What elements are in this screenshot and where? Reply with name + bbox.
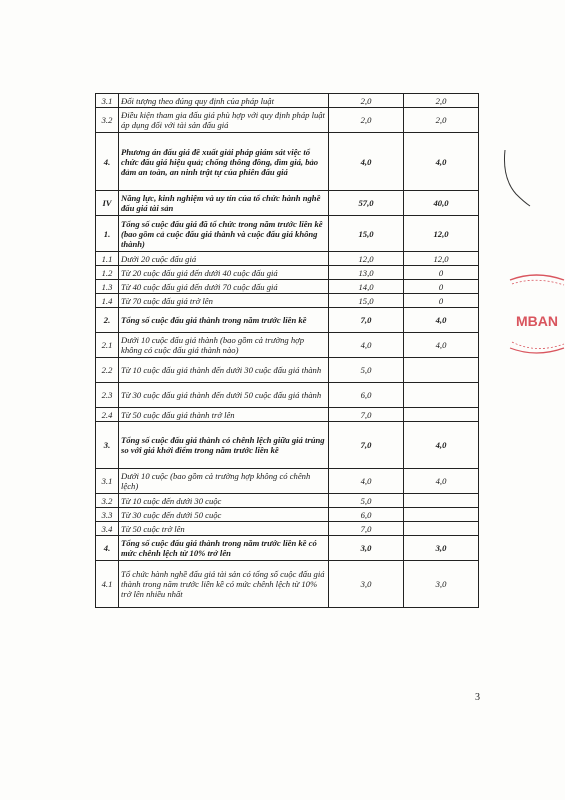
criterion-text: Từ 30 cuộc đến dưới 50 cuộc: [119, 508, 329, 522]
table-row: [96, 358, 479, 383]
max-score: 14,0: [329, 280, 404, 294]
awarded-score: 4,0: [404, 333, 479, 358]
table-row: [96, 408, 479, 422]
criterion-text: Điều kiện tham gia đấu giá phù hợp với quy định pháp luật áp dụng đối với tài sản đấu giá: [119, 108, 329, 133]
scoring-table: [95, 93, 479, 608]
table-row: [96, 383, 479, 408]
awarded-score: 0: [404, 280, 479, 294]
criterion-text: Dưới 10 cuộc đấu giá thành (bao gồm cả trường hợp không có cuộc đấu giá thành nào): [119, 333, 329, 358]
max-score: 5,0: [329, 358, 404, 383]
criterion-text: Tổng số cuộc đấu giá thành trong năm trước liền kề có mức chênh lệch từ 10% trở lên: [119, 536, 329, 561]
awarded-score: 12,0: [404, 216, 479, 252]
table-row: [96, 294, 479, 308]
max-score: 6,0: [329, 383, 404, 408]
row-number: 4.: [96, 133, 119, 191]
table-row: [96, 94, 479, 108]
margin-mark: [502, 148, 532, 208]
table-row: [96, 333, 479, 358]
criterion-text: Tổng số cuộc đấu giá đã tổ chức trong năm trước liền kề (bao gồm cả cuộc đấu giá thành và cuộc đấu giá không thành): [119, 216, 329, 252]
row-number: 1.3: [96, 280, 119, 294]
awarded-score: 3,0: [404, 561, 479, 608]
row-number: 4.: [96, 536, 119, 561]
row-number: IV: [96, 191, 119, 216]
table-row: [96, 308, 479, 333]
table-row: [96, 494, 479, 508]
row-number: 3.1: [96, 469, 119, 494]
awarded-score: 0: [404, 266, 479, 280]
table-row: [96, 252, 479, 266]
table-row: [96, 191, 479, 216]
awarded-score: 2,0: [404, 94, 479, 108]
max-score: 5,0: [329, 494, 404, 508]
awarded-score: 4,0: [404, 469, 479, 494]
max-score: 3,0: [329, 536, 404, 561]
max-score: 15,0: [329, 216, 404, 252]
criterion-text: Đối tượng theo đúng quy định của pháp luật: [119, 94, 329, 108]
table-row: [96, 133, 479, 191]
row-number: 1.4: [96, 294, 119, 308]
max-score: 2,0: [329, 108, 404, 133]
criterion-text: Từ 20 cuộc đấu giá đến dưới 40 cuộc đấu giá: [119, 266, 329, 280]
table-row: [96, 280, 479, 294]
awarded-score: 2,0: [404, 108, 479, 133]
awarded-score: 12,0: [404, 252, 479, 266]
row-number: 3.4: [96, 522, 119, 536]
awarded-score: 3,0: [404, 536, 479, 561]
max-score: 4,0: [329, 133, 404, 191]
scoring-table-body: [96, 94, 479, 608]
awarded-score: [404, 358, 479, 383]
awarded-score: 4,0: [404, 133, 479, 191]
table-row: [96, 266, 479, 280]
row-number: 1.: [96, 216, 119, 252]
row-number: 2.4: [96, 408, 119, 422]
stamp-text: MBAN: [516, 313, 558, 329]
max-score: 4,0: [329, 333, 404, 358]
criterion-text: Tổng số cuộc đấu giá thành trong năm trước liền kề: [119, 308, 329, 333]
row-number: 2.2: [96, 358, 119, 383]
table-row: [96, 469, 479, 494]
criterion-text: Từ 50 cuộc trở lên: [119, 522, 329, 536]
max-score: 3,0: [329, 561, 404, 608]
row-number: 2.: [96, 308, 119, 333]
row-number: 3.1: [96, 94, 119, 108]
criterion-text: Từ 10 cuộc đến dưới 30 cuộc: [119, 494, 329, 508]
criterion-text: Dưới 10 cuộc (bao gồm cả trường hợp không có chênh lệch): [119, 469, 329, 494]
row-number: 3.2: [96, 494, 119, 508]
max-score: 12,0: [329, 252, 404, 266]
max-score: 7,0: [329, 422, 404, 469]
row-number: 2.3: [96, 383, 119, 408]
max-score: 15,0: [329, 294, 404, 308]
max-score: 7,0: [329, 408, 404, 422]
criterion-text: Từ 40 cuộc đấu giá đến dưới 70 cuộc đấu giá: [119, 280, 329, 294]
table-row: [96, 508, 479, 522]
criterion-text: Tổ chức hành nghề đấu giá tài sản có tổng số cuộc đấu giá thành trong năm trước liền kề có mức chênh lệch từ 10% trở lên nhiều nhất: [119, 561, 329, 608]
criterion-text: Từ 10 cuộc đấu giá thành đến dưới 30 cuộc đấu giá thành: [119, 358, 329, 383]
row-number: 3.: [96, 422, 119, 469]
row-number: 3.3: [96, 508, 119, 522]
awarded-score: 4,0: [404, 422, 479, 469]
criterion-text: Từ 50 cuộc đấu giá thành trở lên: [119, 408, 329, 422]
awarded-score: [404, 408, 479, 422]
awarded-score: [404, 383, 479, 408]
page-number: 3: [475, 692, 480, 703]
criterion-text: Từ 70 cuộc đấu giá trở lên: [119, 294, 329, 308]
criterion-text: Phương án đấu giá đề xuất giải pháp giám sát việc tổ chức đấu giá hiệu quả; chống thông đồng, dìm giá, bảo đảm an toàn, an ninh trật tự của phiên đấu giá: [119, 133, 329, 191]
max-score: 57,0: [329, 191, 404, 216]
awarded-score: [404, 494, 479, 508]
criterion-text: Năng lực, kinh nghiệm và uy tín của tổ chức hành nghề đấu giá tài sản: [119, 191, 329, 216]
criterion-text: Dưới 20 cuộc đấu giá: [119, 252, 329, 266]
criterion-text: Từ 30 cuộc đấu giá thành đến dưới 50 cuộc đấu giá thành: [119, 383, 329, 408]
awarded-score: 4,0: [404, 308, 479, 333]
stamp-seal: [508, 268, 565, 358]
criterion-text: Tổng số cuộc đấu giá thành có chênh lệch giữa giá trúng so với giá khởi điểm trong năm trước liền kề: [119, 422, 329, 469]
max-score: 7,0: [329, 522, 404, 536]
table-row: [96, 422, 479, 469]
table-row: [96, 216, 479, 252]
table-row: [96, 561, 479, 608]
awarded-score: 40,0: [404, 191, 479, 216]
awarded-score: [404, 508, 479, 522]
table-row: [96, 108, 479, 133]
max-score: 13,0: [329, 266, 404, 280]
table-row: [96, 522, 479, 536]
max-score: 4,0: [329, 469, 404, 494]
row-number: 1.1: [96, 252, 119, 266]
table-row: [96, 536, 479, 561]
row-number: 4.1: [96, 561, 119, 608]
awarded-score: [404, 522, 479, 536]
row-number: 3.2: [96, 108, 119, 133]
max-score: 2,0: [329, 94, 404, 108]
awarded-score: 0: [404, 294, 479, 308]
max-score: 6,0: [329, 508, 404, 522]
row-number: 1.2: [96, 266, 119, 280]
row-number: 2.1: [96, 333, 119, 358]
max-score: 7,0: [329, 308, 404, 333]
